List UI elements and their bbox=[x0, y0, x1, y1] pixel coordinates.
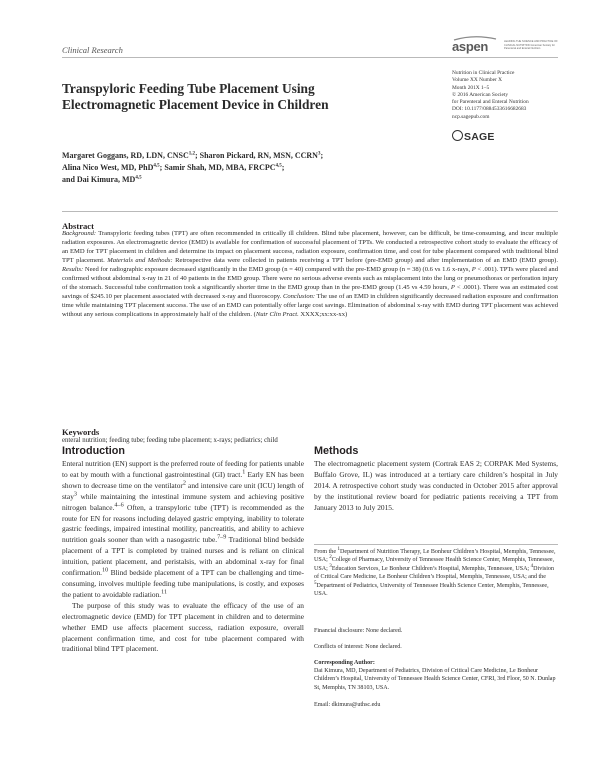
abstract-text: < .001). TPTs were placed and confirmed without abdominal x-ray in 21 of 40 patients in the EMD group. There were no serious adverse events such as misplacement into the lung or pneumothorax or perforation injury of the stomach. Successful tube confirmation took a significantly shorter time in the EMD group than in the pre-EMD group (1.45 vs 4.59 hours, bbox=[62, 266, 558, 292]
text-run: From the bbox=[314, 549, 338, 555]
reference-marker[interactable]: 7–9 bbox=[217, 534, 227, 541]
author-affiliation: 1,2 bbox=[188, 151, 195, 157]
affiliation-marker: 1 bbox=[337, 546, 341, 552]
reference-marker[interactable]: 4–6 bbox=[114, 502, 124, 509]
reference-marker[interactable]: 2 bbox=[182, 480, 186, 487]
author-sep: ; bbox=[320, 151, 324, 160]
text-run: Blind bedside placement of a TPT can be challenging and time-consuming, involves multiple feeding tube manipulations, is costly, and exposes the patient to avoidable radiation. bbox=[62, 568, 304, 599]
citation: Nutr Clin Pract. bbox=[255, 311, 299, 319]
affiliation-marker: 5 bbox=[314, 580, 317, 586]
text-run: Early EN has been shown to decrease time on the ventilator bbox=[62, 469, 304, 490]
abstract-label: Conclusion: bbox=[282, 293, 316, 301]
methods-heading: Methods bbox=[314, 445, 359, 457]
p-symbol: P bbox=[471, 266, 476, 274]
corresponding-author-details: Dai Kimura, MD, Department of Pediatrics, Division of Critical Care Medicine, Le Bonheur Children’s Hospital, University of Tennessee Health Science Center, CFRI, 3rd Floor, 50 N. Dunlap St, Memphis, TN 38103, USA. bbox=[314, 668, 556, 691]
abstract-text: Retrospective data were collected in patients receiving a TPT before (pre-EMD group) and after implementation of an EMD (EMD group). bbox=[172, 257, 558, 265]
abstract-text: The use of an EMD in children significantly decreased radiation exposure and confirmation time while maintaining TPT placement success. The use of an EMD can potentially offer large cost savings. Elimination of abdominal x-ray with EMD during TPT placement was achieved without any serious complications in approximately half of the children. ( bbox=[62, 293, 558, 319]
article-title: Transpyloric Feeding Tube Placement Using Electromagnetic Placement Device in Children bbox=[62, 81, 329, 112]
abstract-text: Need for radiographic exposure decreased significantly in the EMD group (n = 40) compared with the pre-EMD group (n = 38) (0.6 vs 1.6 x-rays, bbox=[83, 266, 472, 274]
journal-line: Month 201X 1–5 bbox=[452, 84, 490, 91]
conflicts-of-interest: Conflicts of interest: None declared. bbox=[314, 644, 402, 650]
text-run: Traditional blind bedside placement of a TPT is completed by trained nurses and is reliant on clinical intuition, patient placement, and peristalsis, with an abdominal x-ray for final confirmation. bbox=[62, 535, 304, 578]
sage-logo bbox=[452, 130, 495, 143]
abstract-body bbox=[62, 229, 558, 319]
publisher-name: SAGE bbox=[464, 131, 495, 143]
author-affiliation: 4,5 bbox=[153, 163, 160, 169]
introduction-heading: Introduction bbox=[62, 445, 125, 457]
affiliations-footnote bbox=[314, 548, 558, 598]
author-name: and Dai Kimura, MD bbox=[62, 175, 136, 184]
abstract-text: Transpyloric feeding tubes (TPT) are often recommended in critically ill children. Blind tube placement, however, can be difficult, be time-consuming, and incur multiple radiation exposures. An electromagnetic device (EMD) is available for confirmation of successful placement of TPTs. We conducted a retrospective cohort study to evaluate the efficacy of an EMD for TPT placement in children and determine its impact on placement success, radiation exposure, confirmation time, and cost for tube placement compared with traditional blind TPT placement. bbox=[62, 230, 558, 265]
journal-info bbox=[452, 70, 562, 121]
author-affiliation: 4,5 bbox=[135, 175, 142, 181]
affiliation-marker: 2 bbox=[329, 555, 332, 561]
author-sep: ; bbox=[281, 163, 285, 172]
author-name: Samir Shah, MD, MBA, FRCPC bbox=[164, 163, 276, 172]
abstract-text: < .0001). There was an estimated cost savings of $245.10 per placement associated with decreased x-ray and fluoroscopy. bbox=[62, 284, 558, 301]
paragraph: The purpose of this study was to evaluate the efficacy of the use of an electromagnetic device (EMD) for TPT placement in children and to determine whether EMD use affects placement success, radiation exposure, overall placement confirmation time, and cost for tube placement compared with traditional blind TPT placement. bbox=[62, 600, 304, 654]
text-run: Education Services, Le Bonheur Children’s Hospital, Memphis, Tennessee, USA; bbox=[331, 565, 531, 572]
keywords-text: enteral nutrition; feeding tube; feeding tube placement; x-rays; pediatrics; child bbox=[62, 437, 278, 444]
logo-word: aspen bbox=[452, 39, 489, 54]
section-label: Clinical Research bbox=[62, 45, 123, 55]
journal-line: Nutrition in Clinical Practice bbox=[452, 70, 515, 76]
author-list bbox=[62, 150, 442, 186]
affiliation-marker: 4 bbox=[530, 563, 534, 569]
financial-disclosure: Financial disclosure: None declared. bbox=[314, 628, 403, 634]
corresponding-email[interactable]: Email: dkimura@uthsc.edu bbox=[314, 702, 381, 708]
author-affiliation: 4,5 bbox=[275, 163, 282, 169]
corr-heading-text: Corresponding Author: bbox=[314, 660, 375, 666]
abstract-label: Results: bbox=[62, 266, 84, 274]
author-sep: ; bbox=[159, 163, 165, 172]
journal-line: for Parenteral and Enteral Nutrition bbox=[452, 99, 529, 106]
author-name: Sharon Pickard, RN, MSN, CCRN bbox=[199, 151, 318, 160]
journal-line: © 2016 American Society bbox=[452, 91, 509, 98]
logo-tagline: LEADING THE SCIENCE AND PRACTICE OF CLINICAL NUTRITION American Society for Parenteral and Enteral Nutrition bbox=[504, 40, 558, 50]
keywords-heading: Keywords bbox=[62, 427, 100, 437]
abstract-label: Materials and Methods: bbox=[107, 257, 173, 265]
text-run: Department of Nutrition Therapy, Le Bonheur Children’s Hospital, Memphis, Tennessee, USA; bbox=[314, 549, 556, 564]
text-run: College of Pharmacy, University of Tennessee Health Science Center, Memphis, Tennessee, USA; bbox=[314, 557, 555, 572]
p-symbol: P bbox=[450, 284, 455, 292]
text-run: while maintaining the intestinal immune system and achieving positive nitrogen balance. bbox=[62, 491, 304, 512]
sage-circle-icon bbox=[452, 130, 463, 141]
affiliation-marker: 3 bbox=[329, 563, 332, 569]
introduction-body bbox=[62, 459, 304, 655]
reference-marker[interactable]: 3 bbox=[73, 491, 77, 498]
text-run: Department of Pediatrics, University of Tennessee Health Science Center, Memphis, Tennessee, USA. bbox=[314, 582, 549, 598]
paragraph bbox=[62, 459, 304, 601]
text-run: Division of Critical Care Medicine, Le Bonheur Children’s Hospital, Memphis, Tennessee, USA; and the bbox=[314, 565, 554, 581]
author-sep: ; bbox=[194, 151, 200, 160]
journal-line: DOI: 10.1177/0884533616682683 bbox=[452, 106, 527, 113]
text-run: Enteral nutrition (EN) support is the preferred route of feeding for patients unable to eat by mouth with a functional gastrointestinal (GI) tract. bbox=[62, 459, 304, 479]
author-name: Margaret Goggans, RD, LDN, CNSC bbox=[62, 151, 189, 160]
abstract-divider bbox=[62, 211, 558, 212]
journal-line: Volume XX Number X bbox=[452, 77, 503, 84]
footnote-divider bbox=[314, 544, 558, 545]
aspen-logo bbox=[452, 36, 562, 58]
reference-marker[interactable]: 1 bbox=[242, 469, 246, 476]
reference-marker[interactable]: 10 bbox=[102, 567, 109, 574]
methods-body: The electromagnetic placement system (Cortrak EAS 2; CORPAK Med Systems, Buffalo Grove, IL) was introduced at a tertiary care children’s hospital in July 2014. A retrospective cohort study was conducted in October 2015 after approval by the institutional review board for pediatric patients receiving a TPT from January 2013 to July 2015. bbox=[314, 459, 558, 512]
author-affiliation: 3 bbox=[317, 151, 321, 157]
text-run: and intensive care unit (ICU) length of stay bbox=[62, 480, 304, 501]
journal-url[interactable]: ncp.sagepub.com bbox=[452, 113, 490, 120]
abstract-label: Background: bbox=[62, 230, 97, 237]
text-run: Often, a transpyloric tube (TPT) is recommended as the route for EN for reasons including delayed gastric emptying, inability to tolerate gastric feedings, impaired intestinal motility, pancreatitis, and ability to achieve nutrition goals sooner than with a nasogastric tube. bbox=[62, 502, 304, 545]
reference-marker[interactable]: 11 bbox=[161, 589, 168, 596]
author-name: Alina Nico West, MD, PhD bbox=[62, 163, 154, 172]
abstract-heading: Abstract bbox=[62, 221, 94, 231]
citation-end: XXXX;xx:xx-xx) bbox=[298, 311, 348, 319]
